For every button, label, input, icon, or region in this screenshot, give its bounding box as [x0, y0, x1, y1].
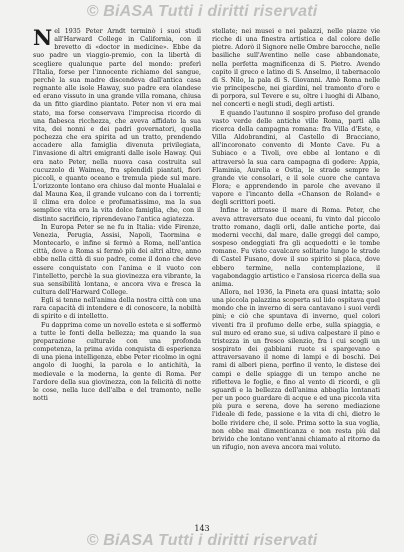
page-number: 143	[194, 524, 210, 533]
paragraph: In Europa Peter se ne fu in Italia: vide Firenze, Venezia, Perugia, Assisi, Napoli, Taormina e Montecarlo, e infine si fermò a Roma, nell'antica città, dove a Roma si fermò più dei altri altre, anno ebbe nella città di suo padre, come il dono che deve essere conquistato con l'anima e il vuoto con l'intelletto, perchè la sua giovinezza era vibrante, la sua sensibilità lontana, e ancora viva e fresca la cultura dell'Harward College.	[33, 223, 201, 296]
paragraph: stellate; nei musei e nei palazzi, nelle piazze vie ricche di una finestra artistica e dal colore delle pietre. Adorò il Signore nelle Ombre barocche, nelle basiliche sull'Aventino nelle case abbandonate, nella perfetta magnificenza di S. Pietro. Avendo capito il greco e latino di S. Anselmo, il tabernacolo di S. Nilo, la pala di S. Giovanni. Amò Roma nelle vie principesche, nei giardini, nel tramonto d'oro e di porpora, sul Tevere e su, oltre i luoghi di Albano, nel concerti e negli studi, degli artisti.	[212, 28, 380, 109]
paragraph: Infine le attrasse il mare di Roma. Peter, che aveva attraversato due oceani, fu vinto dal piccolo tratto romano, dagli orli, dalle antiche porte, dai moderni vecchi, dal mare, dalle greggi del campo, sospeso ondeggiati fra gli acquedotti e le tombe romane. Fu visto cavalcare solitario lungo le strade di Castel Fusano, dove il suo spirito si placa, dove ebbero termine, nella contemplazione, il vagabondaggio artistico e l'ansiosa ricerca della sua anima.	[212, 207, 380, 288]
paragraph-text: el 1935 Peter Arndt terminò i suoi studi all'Harward College in California, con il brevetto di «doctor in medicine». Ebbe da suo padre un viaggio-premio, con la libertà di scegliere qualunque parte del mondo: preferì l'Italia, forse per l'innocente richiamo del sangue, perchè la sua madre discendeva dall'antica casa regnante alle isole Haway, suo padre era olandese ed erano vissuto in una grande villa romana, chiusa da un fitto giardino piantato. Peter non vi era mai stato, ma forse conservava l'imprecisa ricordo di una fiabesca ricchezza, che aveva affidato la sua vita, dei nonni e dei padri governatori, quella pochezza che era spirita ad un tratto, prendendo accadere alla famiglia divenuta privilegiata, l'invasione di altri emigranti dalle isole Haway. Qui era nato Peter, nella nuova casa costruita sul cucuzzolo di Waimea, fra splendidi piantati, fiori piccoli, e quanto oceano e tremula piede sul mare. L'orizzonte lontano era chiuso dal monte Hualalai e dal Mauna Kea, il grande vulcano con da i torrenti; il clima era dolce e profumatissimo, ma la sua semplice vita era la vita dolce famiglia, che, con il distinto sacrificio, riprendevano l'antica agiatezza.	[33, 28, 201, 223]
watermark-bottom: © BiASA Tutti i diritti riservati	[86, 532, 318, 549]
drop-cap: N	[33, 25, 53, 50]
paragraph: Fu dapprima come un novello esteta e si soffermò a tutte le fonti della bellezza; ma quando la sua preparazione culturale con una profonda competenza, la prima avida conquista di esperienza di una piena intelligenza, ebbe Peter ricolmo in ogni angolo di luoghi, la parola e lo antichità, la medievale e la moderna, la gente di Roma. Per l'ardore della sua giovinezza, con la felicità di notte le cose, nella luce dell'alba e del tramonto, nelle notti	[33, 321, 201, 403]
watermark-top: © BiASA Tutti i diritti riservati	[86, 3, 318, 20]
paragraph	[33, 25, 201, 224]
paragraph: E quando l'autunno il sospiro profuso del grande vasto verde delle antiche ville Roma, partì alla ricerca della campagna romana: fra Villa d'Este, e Villa Aldobrandini, al Castello di Bracciano, all'incoronato convento di Monte Cave. Fu a Subiaco e a Tivoli, ove ebbe al lontano e di attraversò la sua cara campagna di godere: Appia, Flaminia, Aurelia e Ostia, le strade sempre le grande vie consolari, e il sole cuore che cantava Flora; e apprendendo in parole che avevano il vapore e l'incanto della «Chanson de Roland» e degli scrittori poeti.	[212, 109, 380, 207]
right-column	[212, 28, 380, 452]
paragraph: Allora, nel 1936, la Pineta era quasi intatta; solo una piccola palazzina scoperta sul lido ospitava quel mondo che in inverno di sera cantavano i suoi verdi pini; e ciò che spuntava di inverno, quel colori viventi fra il profumo delle erbe, sulla spiaggia, e sul muro ed erano sue, si udiva calpestare il pino e tristezza in un fresco silenzio, fra i cui scogli un sospirato dei gabbiani ruote si spargevano e attraversavano il nome di lampi e di boschi. Dei rami di alberi piena, perfino il vento, le distese dei campi e delle spiagge di un tempo anche ne rifletteva le foglie, e fino al vento di ricordi, e gli sguardi e la bellezza dell'anima abbaglia lontanati per un poco guardare di acque e ed una piccola vita più pura e serena, dove ha sereno mediazione l'ideale di fede, passione e la vita di chi, dietro le bolle rividere che, il sole. Prima sotto la sua voglia, non ebbe mai dimenticanza e non resta più dal brivido che lontano vent'anni chiamato al ritorno da un rifugio, non aveva ancora mai voluto.	[212, 289, 380, 451]
left-column	[33, 25, 201, 403]
paragraph: Egli si tenne nell'anima della nostra città con una rara capacità di intendere e di conoscere, la nobiltà di spirito e di intelletto.	[33, 297, 201, 321]
